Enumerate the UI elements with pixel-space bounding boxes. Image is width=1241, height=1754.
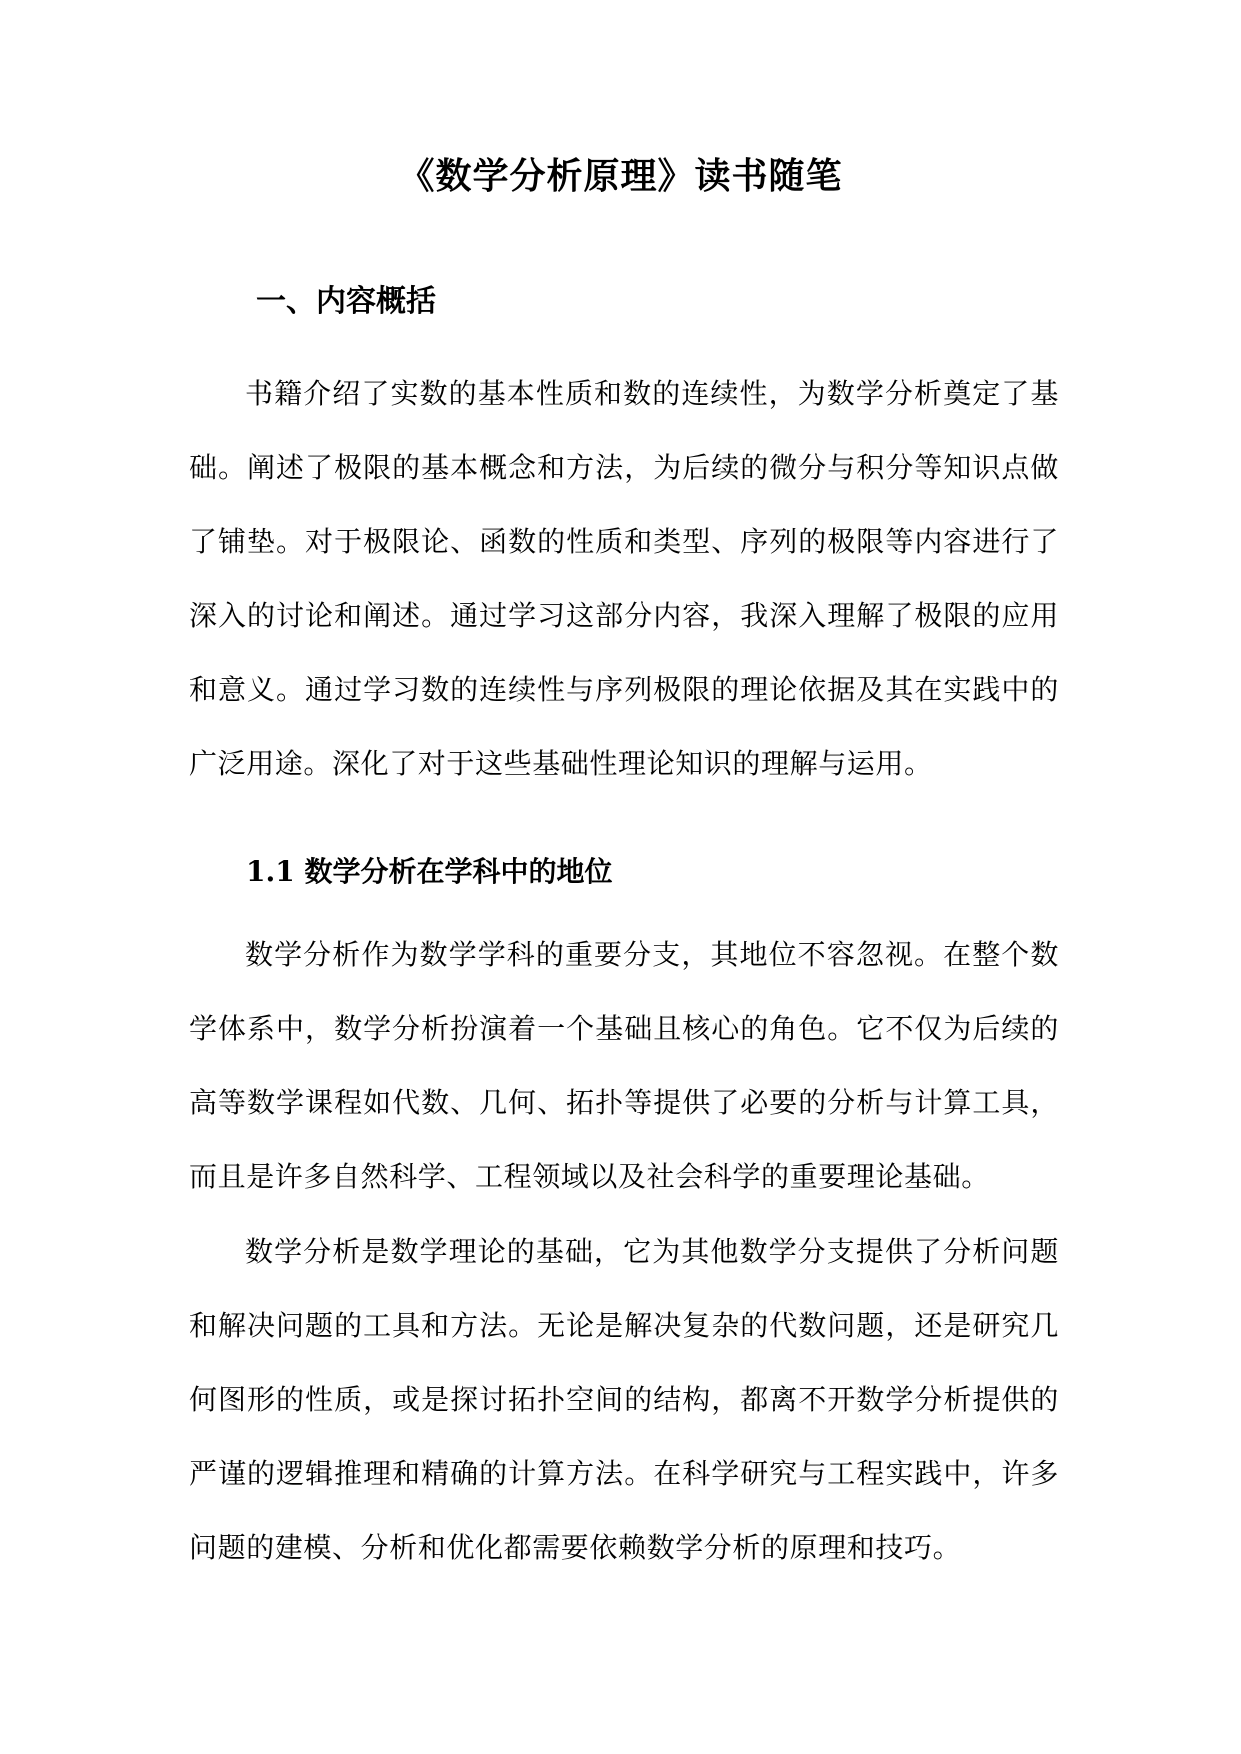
paragraph-content-summary: 书籍介绍了实数的基本性质和数的连续性，为数学分析奠定了基础。阐述了极限的基本概念和方法，为后续的微分与积分等知识点做了铺垫。对于极限论、函数的性质和类型、序列的极限等内容进行了深入的讨论和阐述。通过学习这部分内容，我深入理解了极限的应用和意义。通过学习数的连续性与序列极限的理论依据及其在实践中的广泛用途。深化了对于这些基础性理论知识的理解与运用。 xyxy=(189,377,1059,780)
paragraph-status-1: 数学分析作为数学学科的重要分支，其地位不容忽视。在整个数学体系中，数学分析扮演着一个基础且核心的角色。它不仅为后续的高等数学课程如代数、几何、拓扑等提供了必要的分析与计算工具，而且是许多自然科学、工程领域以及社会科学的重要理论基础。 xyxy=(189,938,1059,1193)
document-title: 《数学分析原理》读书随笔 xyxy=(398,155,843,197)
section-heading-content-summary: 一、内容概括 xyxy=(256,284,436,319)
subsection-heading-status: 1.1 数学分析在学科中的地位 xyxy=(246,855,613,888)
paragraph-status-2: 数学分析是数学理论的基础，它为其他数学分支提供了分析问题和解决问题的工具和方法。无论是解决复杂的代数问题，还是研究几何图形的性质，或是探讨拓扑空间的结构，都离不开数学分析提供的严谨的逻辑推理和精确的计算方法。在科学研究与工程实践中，许多问题的建模、分析和优化都需要依赖数学分析的原理和技巧。 xyxy=(189,1235,1059,1564)
